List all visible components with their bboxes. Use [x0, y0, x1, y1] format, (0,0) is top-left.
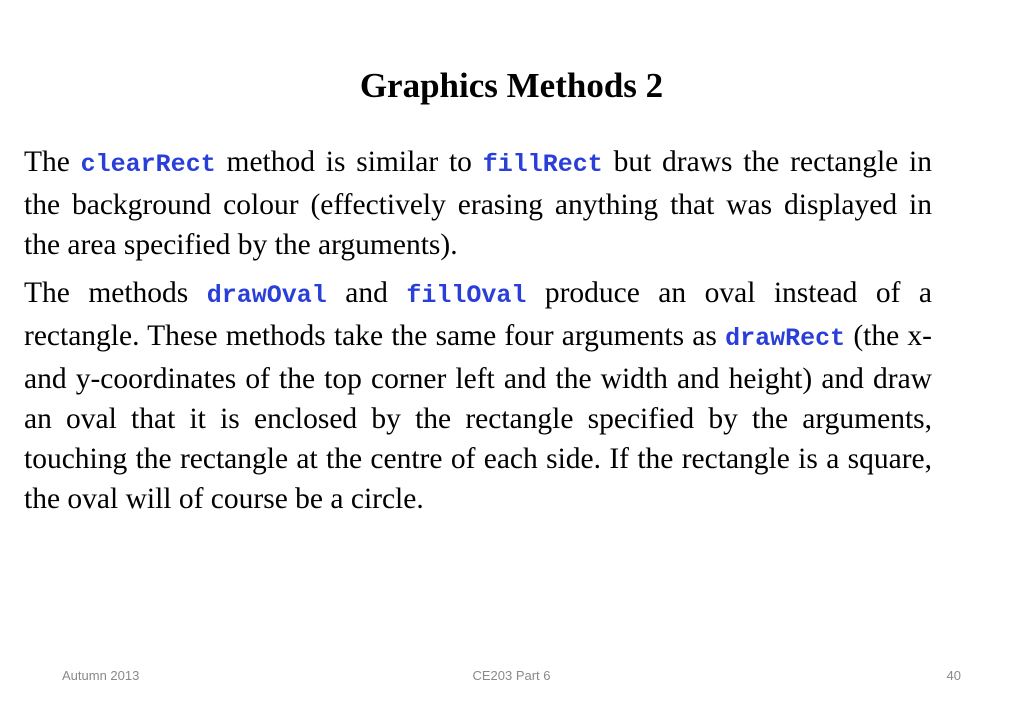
code-filloval: fillOval: [406, 281, 527, 310]
code-drawoval: drawOval: [206, 281, 327, 310]
code-drawrect: drawRect: [725, 324, 846, 353]
text-run: produce an oval instead of a rectangle. These methods take the same four arguments as: [24, 277, 933, 352]
text-run: method is similar to: [215, 146, 483, 178]
footer-date: Autumn 2013: [62, 668, 140, 683]
code-fillrect: fillRect: [482, 150, 603, 179]
paragraph-drawoval: [24, 273, 932, 519]
code-clearrect: clearRect: [80, 150, 216, 179]
text-run: (the x- and y-coordinates of the top corner left and the width and height) and draw an oval that it is enclosed by the rectangle specified by the arguments, touching the rectangle at the centre of each side. If the rectangle is a square, the oval will of course be a circle.: [24, 320, 933, 515]
footer-course: CE203 Part 6: [472, 668, 551, 683]
text-run: The: [24, 146, 81, 178]
text-run: and: [326, 277, 407, 309]
text-run: but draws the rectangle in the background colour (effectively erasing anything that was displayed in the area specified by the arguments).: [24, 146, 932, 261]
slide-title: Graphics Methods 2: [359, 66, 664, 105]
paragraph-clearrect: [24, 142, 932, 265]
text-run: The methods: [24, 277, 207, 309]
slide-body: [24, 142, 932, 527]
footer-page-number: 40: [946, 668, 961, 683]
